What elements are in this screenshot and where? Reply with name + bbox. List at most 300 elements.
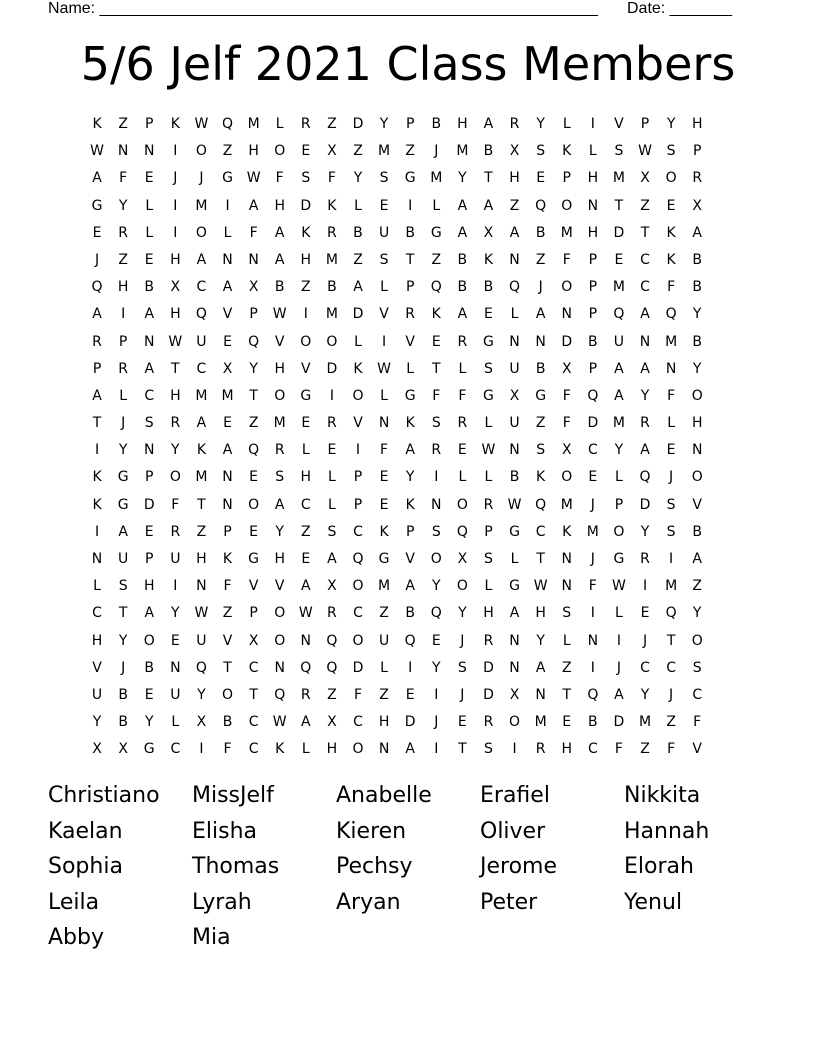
grid-letter[interactable]: S [692,659,702,676]
grid-letter[interactable]: I [512,741,517,758]
grid-letter[interactable]: Z [353,143,363,160]
grid-letter[interactable]: H [587,170,599,187]
grid-letter[interactable]: R [483,496,494,513]
grid-letter[interactable]: A [144,605,155,622]
grid-letter[interactable]: Y [144,714,154,731]
grid-letter[interactable]: J [590,496,595,513]
grid-letter[interactable]: B [327,279,337,296]
grid-letter[interactable]: Y [118,442,128,459]
grid-letter[interactable]: G [483,387,494,404]
grid-letter[interactable]: L [562,632,571,649]
grid-letter[interactable]: S [379,170,389,187]
grid-letter[interactable]: M [378,578,391,595]
grid-letter[interactable]: H [691,415,703,432]
grid-letter[interactable]: X [196,714,207,731]
grid-letter[interactable]: E [144,170,154,187]
grid-letter[interactable]: K [196,442,207,459]
grid-letter[interactable]: L [327,469,336,486]
grid-letter[interactable]: J [669,686,674,703]
grid-letter[interactable]: X [640,170,650,187]
grid-letter[interactable]: A [274,496,285,513]
grid-letter[interactable]: O [561,279,573,296]
grid-letter[interactable]: Y [92,714,102,731]
grid-letter[interactable]: Q [195,306,207,323]
grid-letter[interactable]: U [509,415,520,432]
grid-letter[interactable]: Z [301,523,311,540]
grid-letter[interactable]: B [692,279,702,296]
grid-letter[interactable]: R [457,415,468,432]
grid-letter[interactable]: G [404,170,416,187]
grid-letter[interactable]: V [274,333,285,350]
grid-letter[interactable]: S [666,143,676,160]
grid-letter[interactable]: Q [326,659,338,676]
grid-letter[interactable]: E [640,605,650,622]
grid-letter[interactable]: Z [666,714,676,731]
grid-letter[interactable]: N [222,251,233,268]
grid-letter[interactable]: K [536,469,546,486]
grid-letter[interactable]: R [170,523,181,540]
grid-letter[interactable]: R [535,741,546,758]
grid-letter[interactable]: E [666,197,676,214]
grid-letter[interactable]: W [612,578,626,595]
grid-letter[interactable]: T [249,686,258,703]
grid-letter[interactable]: C [640,279,650,296]
grid-letter[interactable]: F [562,387,571,404]
grid-letter[interactable]: K [379,523,389,540]
grid-letter[interactable]: K [92,496,102,513]
grid-letter[interactable]: W [272,306,287,323]
grid-letter[interactable]: Y [353,170,363,187]
grid-letter[interactable]: F [327,170,336,187]
grid-letter[interactable]: B [405,605,415,622]
grid-letter[interactable]: N [509,442,520,459]
grid-letter[interactable]: U [170,551,181,567]
grid-letter[interactable]: D [352,116,364,132]
grid-letter[interactable]: P [145,551,154,567]
grid-letter[interactable]: J [669,469,674,486]
grid-letter[interactable]: A [614,387,624,404]
grid-letter[interactable]: J [121,415,126,432]
grid-letter[interactable]: O [143,632,155,649]
grid-letter[interactable]: D [639,496,651,513]
grid-letter[interactable]: N [561,578,572,595]
grid-letter[interactable]: E [379,496,389,513]
grid-letter[interactable]: N [431,496,442,513]
grid-letter[interactable]: Q [535,496,547,513]
grid-letter[interactable]: Y [536,116,545,132]
grid-letter[interactable]: Q [274,686,286,703]
grid-letter[interactable]: L [484,469,493,486]
grid-letter[interactable]: J [460,686,465,703]
grid-letter[interactable]: W [194,116,209,132]
grid-letter[interactable]: K [222,551,233,567]
grid-letter[interactable]: M [665,578,678,595]
grid-letter[interactable]: M [560,496,573,513]
grid-letter[interactable]: O [195,224,207,241]
grid-letter[interactable]: S [614,143,624,160]
grid-letter[interactable]: Y [379,116,389,132]
grid-letter[interactable]: I [590,605,595,622]
grid-letter[interactable]: L [432,197,441,214]
grid-letter[interactable]: B [353,224,363,241]
grid-letter[interactable]: P [118,333,128,350]
grid-letter[interactable]: Q [587,387,599,404]
grid-letter[interactable]: U [378,632,390,649]
grid-letter[interactable]: M [560,224,573,241]
grid-letter[interactable]: H [274,197,285,214]
grid-letter[interactable]: X [509,143,520,160]
grid-letter[interactable]: I [173,197,178,214]
grid-letter[interactable]: V [222,306,233,323]
grid-letter[interactable]: A [509,605,520,622]
grid-letter[interactable]: M [534,714,547,731]
grid-letter[interactable]: H [143,578,155,595]
grid-letter[interactable]: D [352,306,364,323]
grid-letter[interactable]: A [692,224,702,241]
grid-letter[interactable]: U [509,360,520,377]
grid-letter[interactable]: E [484,306,493,323]
grid-letter[interactable]: R [431,442,442,459]
grid-letter[interactable]: S [144,415,154,432]
grid-letter[interactable]: T [666,632,676,649]
grid-letter[interactable]: V [614,116,624,132]
grid-letter[interactable]: K [483,251,494,268]
grid-letter[interactable]: O [430,551,442,567]
grid-letter[interactable]: J [173,170,178,187]
grid-letter[interactable]: I [382,333,387,350]
grid-letter[interactable]: M [221,387,234,404]
grid-letter[interactable]: S [484,551,493,567]
grid-letter[interactable]: A [640,360,650,377]
grid-letter[interactable]: A [640,306,650,323]
grid-letter[interactable]: H [274,551,285,567]
grid-letter[interactable]: H [170,251,181,268]
grid-letter[interactable]: F [353,686,363,703]
grid-letter[interactable]: N [143,143,155,160]
grid-letter[interactable]: M [273,415,286,432]
grid-letter[interactable]: B [431,116,442,132]
grid-letter[interactable]: W [168,333,183,350]
grid-letter[interactable]: G [300,387,312,404]
grid-letter[interactable]: C [248,659,259,676]
grid-letter[interactable]: M [612,279,625,296]
grid-letter[interactable]: Q [300,659,312,676]
grid-letter[interactable]: P [145,116,154,132]
grid-letter[interactable]: P [92,360,102,377]
grid-letter[interactable]: F [562,251,571,268]
grid-letter[interactable]: I [616,632,621,649]
grid-letter[interactable]: V [405,551,415,567]
grid-letter[interactable]: I [434,469,439,486]
grid-letter[interactable]: I [94,523,100,540]
grid-letter[interactable]: D [483,659,494,676]
grid-letter[interactable]: A [92,387,102,404]
grid-letter[interactable]: G [117,496,129,513]
grid-letter[interactable]: M [325,306,338,323]
grid-letter[interactable]: F [223,741,232,758]
grid-letter[interactable]: B [457,251,468,268]
grid-letter[interactable]: Y [249,360,258,377]
grid-letter[interactable]: L [327,496,336,513]
grid-letter[interactable]: X [327,143,337,160]
grid-letter[interactable]: G [117,469,129,486]
grid-letter[interactable]: Z [196,523,207,540]
grid-letter[interactable]: A [353,279,363,296]
grid-letter[interactable]: R [92,333,102,350]
grid-letter[interactable]: Y [692,605,702,622]
grid-letter[interactable]: Q [639,469,651,486]
grid-letter[interactable]: Y [640,686,650,703]
grid-letter[interactable]: Y [275,523,284,540]
grid-letter[interactable]: G [430,224,442,241]
grid-letter[interactable]: P [588,306,598,323]
grid-letter[interactable]: I [434,686,439,703]
grid-letter[interactable]: L [380,279,388,296]
grid-letter[interactable]: T [458,741,467,758]
grid-letter[interactable]: H [483,605,494,622]
grid-letter[interactable]: H [196,551,207,567]
grid-letter[interactable]: S [118,578,128,595]
grid-letter[interactable]: X [327,714,337,731]
grid-letter[interactable]: A [457,306,468,323]
grid-letter[interactable]: E [614,251,624,268]
grid-letter[interactable]: N [91,551,103,567]
grid-letter[interactable]: N [561,551,572,567]
grid-letter[interactable]: A [118,523,128,540]
grid-letter[interactable]: C [144,387,155,404]
grid-letter[interactable]: C [170,741,181,758]
grid-letter[interactable]: O [222,686,234,703]
grid-letter[interactable]: A [248,197,259,214]
grid-letter[interactable]: W [246,170,261,187]
grid-letter[interactable]: T [92,415,102,432]
grid-letter[interactable]: C [587,442,598,459]
grid-letter[interactable]: H [378,714,390,731]
grid-letter[interactable]: Z [379,605,389,622]
grid-letter[interactable]: N [509,333,520,350]
grid-letter[interactable]: F [562,415,571,432]
grid-letter[interactable]: H [587,224,599,241]
grid-letter[interactable]: Y [666,116,676,132]
grid-letter[interactable]: J [199,170,204,187]
grid-letter[interactable]: Z [327,116,337,132]
grid-letter[interactable]: V [92,659,102,676]
grid-letter[interactable]: L [458,469,467,486]
grid-letter[interactable]: N [170,659,181,676]
grid-letter[interactable]: P [405,523,415,540]
grid-letter[interactable]: A [535,659,546,676]
grid-letter[interactable]: C [666,659,676,676]
grid-letter[interactable]: F [667,387,676,404]
grid-letter[interactable]: N [509,251,520,268]
grid-letter[interactable]: R [327,415,337,432]
grid-letter[interactable]: A [196,415,207,432]
grid-letter[interactable]: M [195,387,208,404]
grid-letter[interactable]: X [248,279,259,296]
grid-letter[interactable]: I [669,551,674,567]
grid-letter[interactable]: T [640,224,650,241]
grid-letter[interactable]: C [196,360,207,377]
grid-letter[interactable]: O [665,170,677,187]
grid-letter[interactable]: Z [509,197,520,214]
grid-letter[interactable]: Q [248,442,260,459]
grid-letter[interactable]: O [352,741,364,758]
grid-letter[interactable]: P [588,279,598,296]
grid-letter[interactable]: P [640,116,650,132]
grid-letter[interactable]: P [562,170,571,187]
grid-letter[interactable]: W [481,442,496,459]
grid-letter[interactable]: P [588,251,598,268]
grid-letter[interactable]: K [666,224,676,241]
grid-letter[interactable]: N [274,659,285,676]
grid-letter[interactable]: A [483,116,494,132]
grid-letter[interactable]: H [326,741,338,758]
grid-letter[interactable]: V [353,415,363,432]
grid-letter[interactable]: M [325,251,338,268]
grid-letter[interactable]: R [640,551,650,567]
grid-letter[interactable]: J [460,632,465,649]
grid-letter[interactable]: P [249,605,258,622]
grid-letter[interactable]: K [431,306,441,323]
grid-letter[interactable]: P [353,469,363,486]
grid-letter[interactable]: V [692,496,702,513]
grid-letter[interactable]: N [509,632,520,649]
grid-letter[interactable]: B [483,279,494,296]
grid-letter[interactable]: E [223,415,232,432]
grid-letter[interactable]: O [691,387,703,404]
grid-letter[interactable]: Y [458,605,467,622]
grid-letter[interactable]: F [432,387,441,404]
grid-letter[interactable]: I [590,659,595,676]
grid-letter[interactable]: H [509,170,520,187]
grid-letter[interactable]: E [144,686,154,703]
grid-letter[interactable]: K [327,197,337,214]
grid-letter[interactable]: E [431,333,441,350]
grid-letter[interactable]: C [92,605,102,622]
grid-letter[interactable]: E [144,251,154,268]
grid-letter[interactable]: J [121,659,126,676]
grid-letter[interactable]: G [404,387,416,404]
grid-letter[interactable]: B [588,714,598,731]
grid-letter[interactable]: Z [431,251,442,268]
grid-letter[interactable]: O [195,143,207,160]
grid-letter[interactable]: O [326,333,338,350]
grid-letter[interactable]: U [613,333,625,350]
grid-letter[interactable]: E [666,442,676,459]
grid-letter[interactable]: N [587,197,599,214]
grid-letter[interactable]: R [483,632,494,649]
grid-letter[interactable]: E [405,686,415,703]
grid-letter[interactable]: I [329,387,334,404]
grid-letter[interactable]: B [535,224,546,241]
grid-letter[interactable]: Q [613,306,625,323]
grid-letter[interactable]: M [586,523,599,540]
grid-letter[interactable]: G [509,523,520,540]
grid-letter[interactable]: M [247,116,260,132]
grid-letter[interactable]: A [274,251,285,268]
grid-letter[interactable]: K [92,116,102,132]
grid-letter[interactable]: V [222,632,233,649]
grid-letter[interactable]: S [562,605,572,622]
grid-letter[interactable]: L [406,360,415,377]
grid-letter[interactable]: P [353,496,363,513]
grid-letter[interactable]: W [194,605,209,622]
grid-letter[interactable]: N [561,306,572,323]
grid-letter[interactable]: Y [118,197,128,214]
grid-letter[interactable]: L [145,224,154,241]
grid-letter[interactable]: O [691,469,703,486]
grid-letter[interactable]: L [301,442,310,459]
grid-letter[interactable]: B [509,469,520,486]
grid-letter[interactable]: E [249,523,259,540]
grid-letter[interactable]: R [457,333,468,350]
grid-letter[interactable]: A [301,714,311,731]
grid-letter[interactable]: G [535,387,547,404]
grid-letter[interactable]: T [431,360,441,377]
grid-letter[interactable]: L [484,415,493,432]
grid-letter[interactable]: I [173,143,178,160]
grid-letter[interactable]: X [92,741,102,758]
grid-letter[interactable]: S [327,523,337,540]
grid-letter[interactable]: X [327,578,337,595]
grid-letter[interactable]: P [588,360,598,377]
grid-letter[interactable]: W [638,143,652,160]
grid-letter[interactable]: R [692,170,703,187]
grid-letter[interactable]: I [355,442,361,459]
grid-letter[interactable]: F [588,578,597,595]
grid-letter[interactable]: X [483,224,494,241]
grid-letter[interactable]: M [638,714,652,731]
grid-letter[interactable]: Z [222,605,233,622]
grid-letter[interactable]: G [91,197,103,214]
grid-letter[interactable]: L [171,714,180,731]
grid-letter[interactable]: S [379,251,389,268]
grid-letter[interactable]: F [693,714,702,731]
grid-letter[interactable]: Z [535,415,546,432]
grid-letter[interactable]: B [144,659,155,676]
grid-letter[interactable]: Z [301,279,311,296]
grid-letter[interactable]: N [587,632,599,649]
grid-letter[interactable]: A [640,442,650,459]
grid-letter[interactable]: N [535,686,546,703]
grid-letter[interactable]: Y [692,306,702,323]
grid-letter[interactable]: C [692,686,703,703]
grid-letter[interactable]: R [509,116,520,132]
grid-letter[interactable]: E [536,170,546,187]
grid-letter[interactable]: F [458,387,467,404]
grid-letter[interactable]: Q [665,605,677,622]
grid-letter[interactable]: S [666,523,676,540]
grid-letter[interactable]: X [509,686,520,703]
grid-letter[interactable]: Z [692,578,702,595]
grid-letter[interactable]: S [536,143,546,160]
grid-letter[interactable]: O [456,496,468,513]
grid-letter[interactable]: I [173,224,178,241]
grid-letter[interactable]: A [405,442,415,459]
grid-letter[interactable]: T [614,197,624,214]
grid-letter[interactable]: Y [536,632,545,649]
grid-letter[interactable]: E [92,224,102,241]
grid-letter[interactable]: A [614,686,624,703]
grid-letter[interactable]: M [195,197,208,214]
grid-letter[interactable]: L [458,360,467,377]
grid-letter[interactable]: K [353,360,363,377]
grid-letter[interactable]: X [248,632,259,649]
grid-letter[interactable]: B [144,279,155,296]
grid-letter[interactable]: N [300,632,312,649]
grid-letter[interactable]: E [379,197,389,214]
grid-letter[interactable]: D [404,714,416,731]
